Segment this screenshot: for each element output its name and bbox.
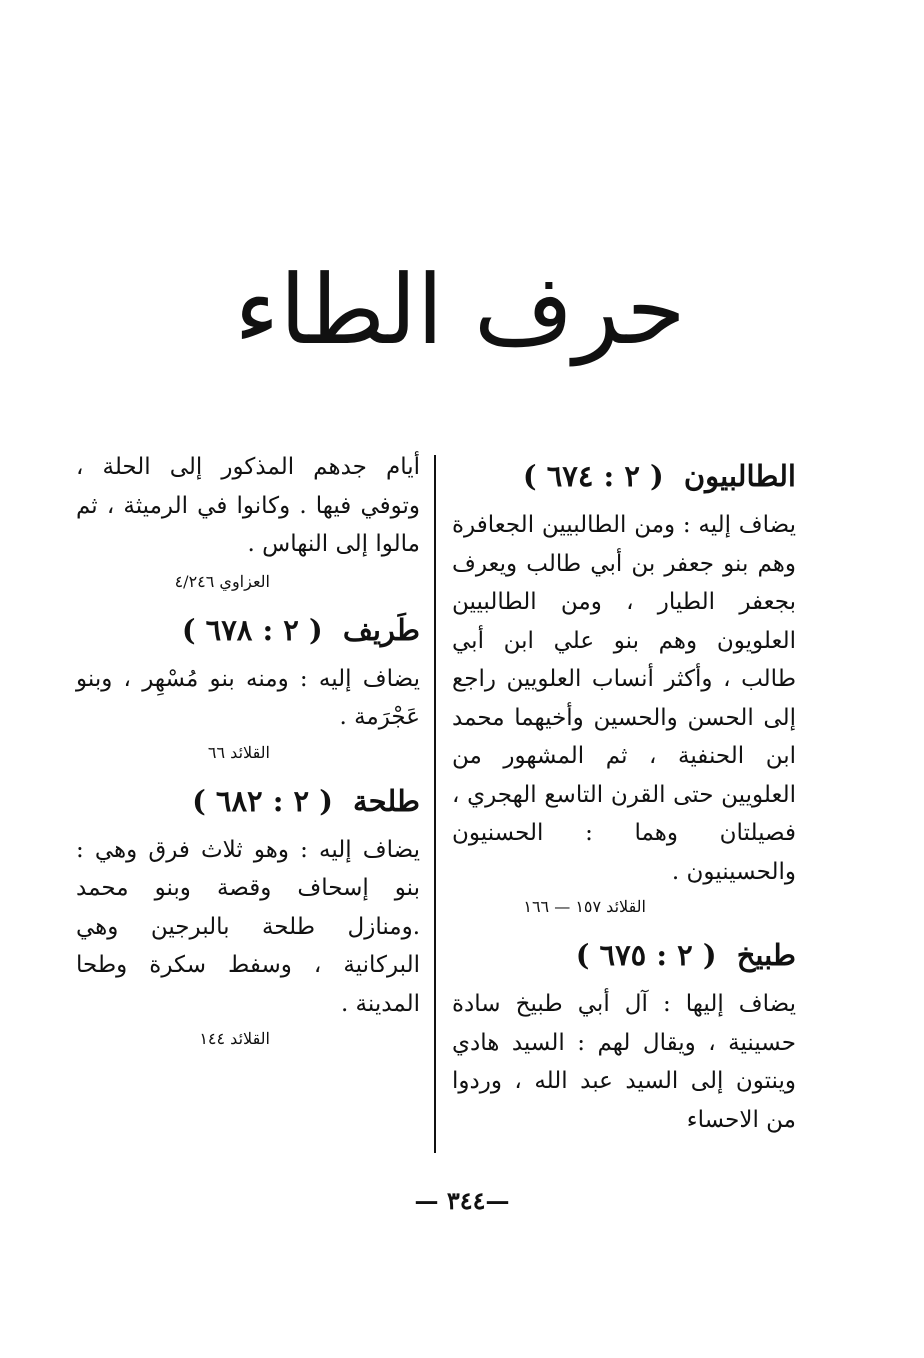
- entry-heading: [76, 777, 420, 825]
- continued-source: العزاوي ٤/٢٤٦: [174, 571, 270, 591]
- entry-text: يضاف إليها : آل أبي طبيخ سادة حسينية ، ويقال لهم : السيد هادي وينتون إلى السيد عبد الله ، وردوا من الاحساء: [452, 991, 796, 1133]
- entry-source: القلائد ١٥٧ — ١٦٦: [523, 897, 646, 916]
- volume-page-reference: ( ٢ : ٦٧٥ ): [575, 938, 717, 972]
- entry-text: يضاف إليه : ومنه بنو مُسْهِر ، وبنو عَجْرَمة .: [76, 665, 420, 730]
- volume-page-reference: ( ٢ : ٦٧٨ ): [181, 612, 323, 647]
- right-column: [452, 448, 796, 1139]
- entry-source: القلائد ١٤٤: [199, 1029, 270, 1048]
- entry-name: طَريف: [342, 612, 420, 647]
- entry-name: طبيخ: [736, 938, 796, 972]
- entry-name: طلحة: [353, 783, 420, 818]
- entry-talha: [76, 777, 420, 1054]
- entry-tarif: [76, 606, 420, 767]
- continued-text: أيام جدهم المذكور إلى الحلة ، وتوفي فيها . وكانوا في الرميثة ، ثم مالوا إلى النهاس .: [76, 454, 420, 557]
- entry-name: الطالبيون: [683, 459, 796, 493]
- entry-heading: [452, 452, 796, 500]
- entry-heading: [76, 606, 420, 654]
- column-divider: [434, 455, 436, 1153]
- entry-text: يضاف إليه : وهو ثلاث فرق وهي : بنو إسحاف وقصة وبنو محمد .ومنازل طلحة بالبرجين وهي البركانية ، وسفط سكرة وطحا المدينة .: [76, 836, 420, 1017]
- entry-heading: [452, 931, 796, 979]
- chapter-title: حرف الطاء: [234, 254, 686, 366]
- volume-page-reference: ( ٢ : ٦٨٢ ): [192, 783, 333, 818]
- page-number: —٣٤٤ —: [414, 1186, 510, 1215]
- left-column: [76, 448, 420, 1063]
- entry-text: يضاف إليه : ومن الطالبيين الجعافرة وهم بنو جعفر بن أبي طالب ويعرف بجعفر الطيار ، ومن الطالبيين العلويون وهم بنو علي ابن أبي طالب ، وأكثر أنساب العلويين راجع إلى الحسن والحسين وأخيهما محمد ابن الحنفية ، ثم المشهور من العلويين حتى القرن التاسع الهجري ، فصيلتان وهما : الحسنيون والحسينيون .: [452, 512, 796, 885]
- entry-source: القلائد ٦٦: [207, 742, 270, 762]
- volume-page-reference: ( ٢ : ٦٧٤ ): [522, 459, 664, 493]
- entry-tubaykh: [452, 931, 796, 1139]
- entry-talibiyyun: [452, 452, 796, 921]
